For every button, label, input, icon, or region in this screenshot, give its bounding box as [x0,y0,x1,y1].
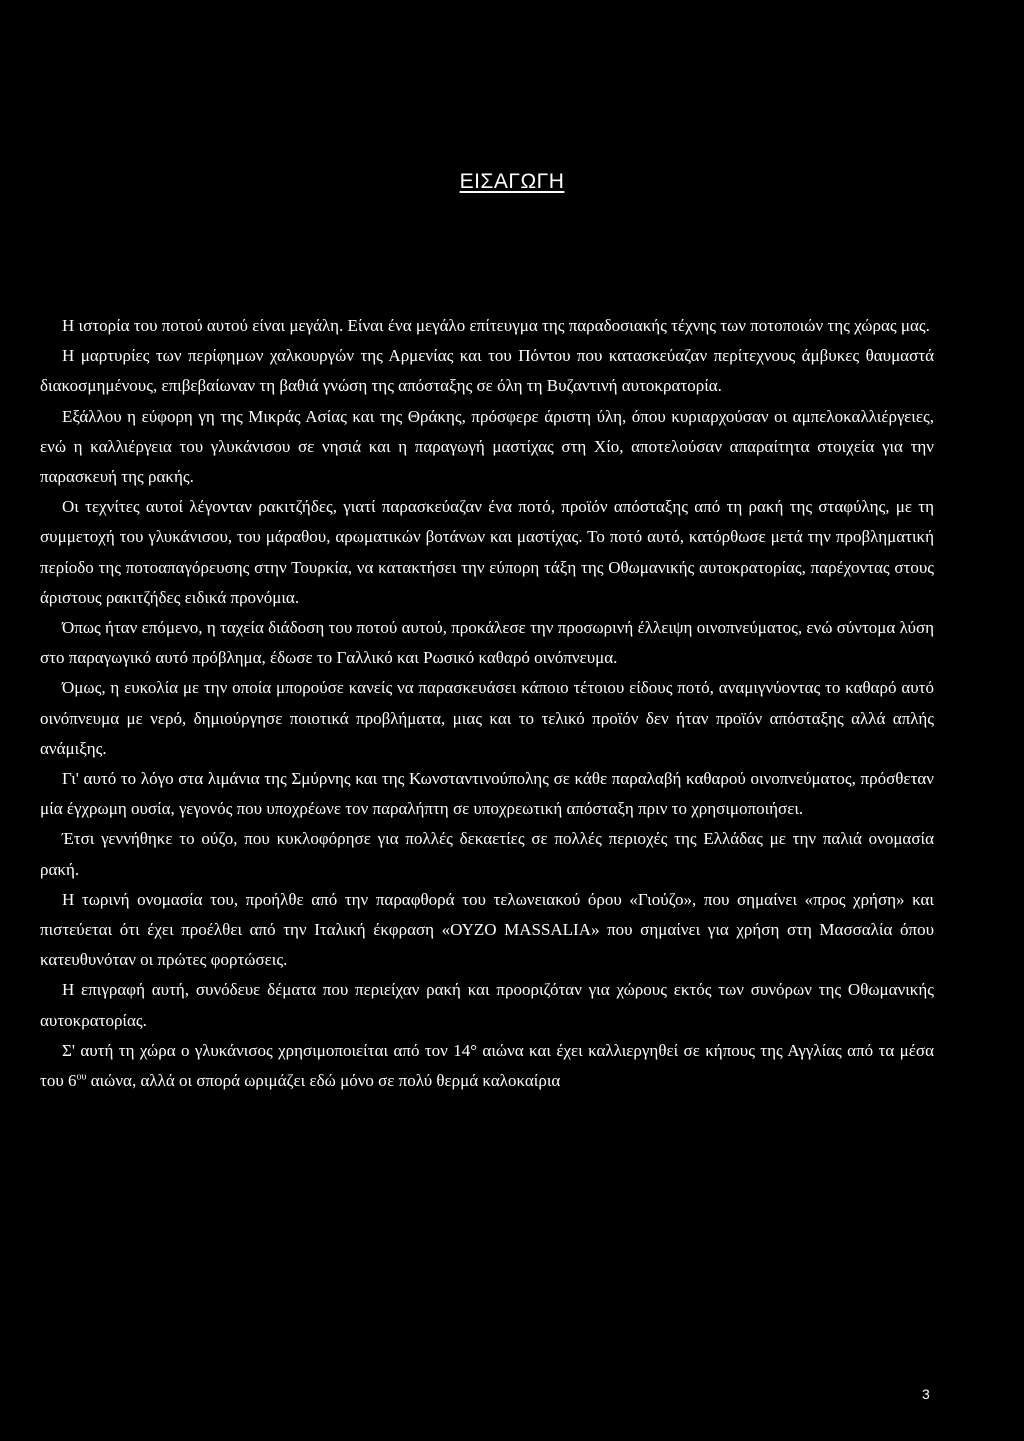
paragraph: Η τωρινή ονομασία του, προήλθε από την παραφθορά του τελωνειακού όρου «Γιούζο», που σημαίνει «προς χρήση» και πιστεύεται ότι έχει προέλθει από την Ιταλική έκφραση «ΟΥΖΟ MASSALIA» που σημαίνει για χρήση στη Μασσαλία όπου κατευθυνόταν οι πρώτες φορτώσεις. [40,889,934,970]
paragraph: Γι' αυτό το λόγο στα λιμάνια της Σμύρνης και της Κωνσταντινούπολης σε κάθε παραλαβή καθαρού οινοπνεύματος, πρόσθεταν μία έγχρωμη ουσία, γεγονός που υποχρέωνε τον παραλήπτη σε υποχρεωτική απόσταξη πριν το χρησιμοποιήσει. [40,769,934,819]
paragraph-last-part2: αιώνα, αλλά οι σπορά ωριμάζει εδώ μόνο σε πολύ θερμά καλοκαίρια [86,1071,561,1091]
superscript-ordinal: ου [76,1071,87,1083]
paragraph: Οι τεχνίτες αυτοί λέγονταν ρακιτζήδες, γιατί παρασκεύαζαν ένα ποτό, προϊόν απόσταξης από τη ρακή της σταφύλης, με τη συμμετοχή του γλυκάνισου, του μάραθου, αρωματικών βοτάνων και μαστίχας. Το ποτό αυτό, κατόρθωσε μετά την προβληματική περίοδο της ποτοαπαγόρευσης στην Τουρκία, να κατακτήσει την εύπορη τάξη της Οθωμανικής αυτοκρατορίας, παρέχοντας στους άριστους ρακιτζήδες ειδικά προνόμια. [40,497,934,607]
paragraph: Η μαρτυρίες των περίφημων χαλκουργών της Αρμενίας και του Πόντου που κατασκεύαζαν περίτεχνους άμβυκες θαυμαστά διακοσμημένους, επιβεβαίωναν τη βαθιά γνώση της απόσταξης σε όλη τη Βυζαντινή αυτοκρατορία. [40,346,934,396]
paragraph: Έτσι γεννήθηκε το ούζο, που κυκλοφόρησε για πολλές δεκαετίες σε πολλές περιοχές της Ελλάδας με την παλιά ονομασία ρακή. [40,829,934,879]
paragraph: Όμως, η ευκολία με την οποία μπορούσε κανείς να παρασκευάσει κάποιο τέτοιου είδους ποτό, αναμιγνύοντας το καθαρό αυτό οινόπνευμα με νερό, δημιούργησε ποιοτικά προβλήματα, μιας και το τελικό προϊόν δεν ήταν προϊόν απόσταξης αλλά απλής ανάμιξης. [40,678,934,758]
paragraph-last [40,1036,934,1096]
paragraph: Η ιστορία του ποτού αυτού είναι μεγάλη. Είναι ένα μεγάλο επίτευγμα της παραδοσιακής τέχνης των ποτοποιών της χώρας μας. [62,316,930,335]
paragraph: Εξάλλου η εύφορη γη της Μικράς Ασίας και της Θράκης, πρόσφερε άριστη ύλη, όπου κυριαρχούσαν οι αμπελοκαλλιέργειες, ενώ η καλλιέργεια του γλυκάνισου σε νησιά και η παραγωγή μαστίχας στη Χίο, αποτελούσαν απαραίτητα στοιχεία για την παρασκευή της ρακής. [40,406,934,487]
paragraph: Όπως ήταν επόμενο, η ταχεία διάδοση του ποτού αυτού, προκάλεσε την προσωρινή έλλειψη οινοπνεύματος, ενώ σύντομα λύση στο παραγωγικό αυτό πρόβλημα, έδωσε το Γαλλικό και Ρωσικό καθαρό οινόπνευμα. [40,618,934,668]
paragraph: Η επιγραφή αυτή, συνόδευε δέματα που περιείχαν ρακή και προοριζόταν για χώρους εκτός των συνόρων της Οθωμανικής αυτοκρατορίας. [40,980,934,1030]
document-body [40,311,934,1096]
page-title: ΕΙΣΑΓΩΓΗ [459,170,565,193]
page-number: 3 [922,1386,930,1402]
paragraph-last-part1: Σ' αυτή τη χώρα ο γλυκάνισος χρησιμοποιείται από τον 14° αιώνα και έχει καλλιεργηθεί σε κήπους της Αγγλίας από τα μέσα του 6 [40,1040,934,1091]
